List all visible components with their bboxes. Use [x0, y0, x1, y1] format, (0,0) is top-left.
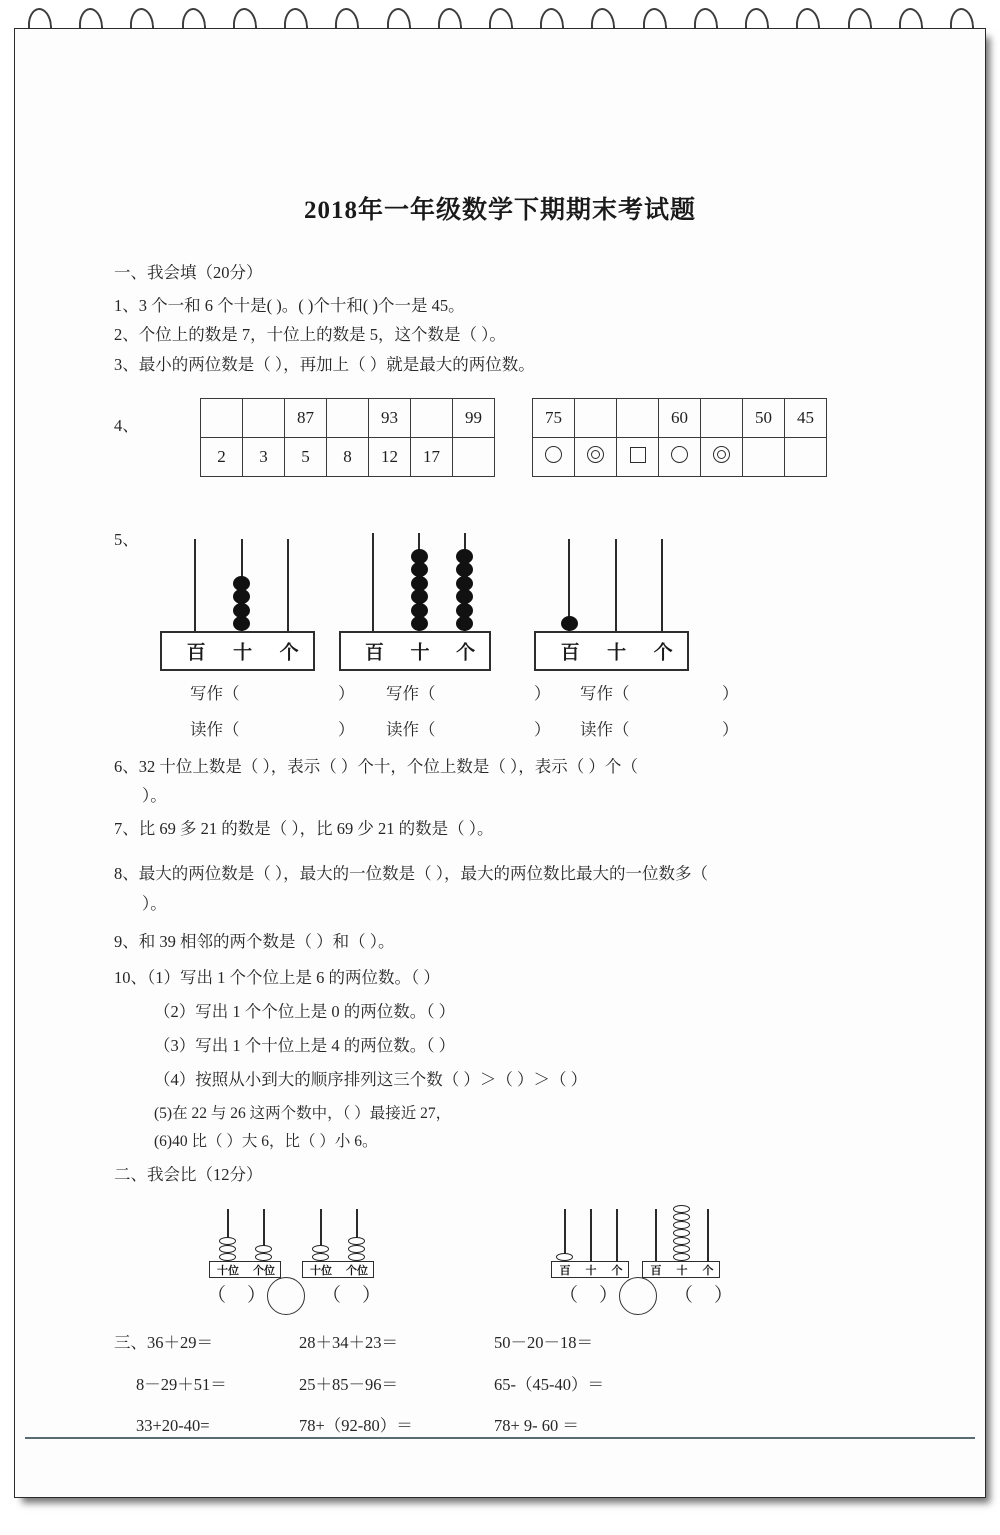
abacus-bead [233, 576, 250, 591]
abacus-bead [233, 603, 250, 618]
arithmetic-expression: 33+20-40= [136, 1416, 210, 1435]
arithmetic-expression: 78+ 9- 60 ＝ [494, 1416, 579, 1435]
square-icon [630, 447, 646, 463]
abacus-bead [312, 1245, 329, 1253]
question-6: 6、32 十位上数是（ ），表示（ ）个十，个位上数是（ ），表示（ ）个（ [114, 757, 638, 776]
right-compare-paren-left-close: ） [599, 1285, 619, 1306]
write-as-label: 写作（ [580, 684, 630, 703]
abacus-place-label: 个位 [346, 1264, 368, 1277]
comparison-abacus [209, 1209, 281, 1278]
read-as-label: 读作（ [386, 720, 436, 739]
abacus-base [551, 1261, 629, 1278]
table-row [533, 399, 827, 438]
question-2: 2、个位上的数是 7，十位上的数是 5，这个数是（ ）。 [114, 325, 506, 344]
read-as-label: 读作（ [580, 720, 630, 739]
abacus-base [642, 1261, 720, 1278]
circle-icon [545, 446, 562, 463]
table-cell [701, 438, 743, 477]
table-cell [533, 438, 575, 477]
table-cell: 3 [243, 438, 285, 477]
abacus-place-label: 个位 [253, 1264, 275, 1277]
write-as-blank-close: ） [722, 684, 739, 703]
abacus-bead [411, 549, 428, 564]
write-as-label: 写作（ [190, 684, 240, 703]
double-circle-icon [713, 446, 730, 463]
abacus-place-label: 百 [559, 1264, 571, 1277]
table-cell [743, 438, 785, 477]
abacus-bead [411, 589, 428, 604]
abacus-base [160, 631, 315, 671]
table-cell [327, 399, 369, 438]
abacus-bead [556, 1253, 573, 1261]
table-cell [659, 438, 701, 477]
abacus-base [339, 631, 491, 671]
table-cell: 87 [285, 399, 327, 438]
section-two-heading: 二、我会比（12分） [114, 1165, 263, 1184]
abacus-bead [673, 1229, 690, 1237]
abacus-bead [456, 589, 473, 604]
abacus-place-label: 十 [585, 1264, 597, 1277]
table-cell: 2 [201, 438, 243, 477]
abacus [160, 533, 315, 671]
arithmetic-expression: 28＋34＋23＝ [299, 1333, 398, 1352]
table-row [201, 399, 495, 438]
abacus-bead [673, 1205, 690, 1213]
abacus-bead [312, 1253, 329, 1261]
table-cell: 93 [369, 399, 411, 438]
abacus-bead [411, 562, 428, 577]
footer-rule [25, 1437, 975, 1439]
table-cell [575, 438, 617, 477]
right-compare-paren-right-close: ） [714, 1285, 734, 1306]
write-as-label: 写作（ [386, 684, 436, 703]
abacus-rod [287, 539, 289, 631]
comparison-circle [619, 1277, 657, 1315]
question-10-6: (6)40 比（ ）大 6，比（ ）小 6。 [154, 1133, 378, 1150]
abacus-rods [160, 533, 315, 631]
table-cell [201, 399, 243, 438]
abacus-rod [661, 539, 663, 631]
read-as-label: 读作（ [190, 720, 240, 739]
table-cell: 50 [743, 399, 785, 438]
abacus-bead [456, 576, 473, 591]
abacus-bead [411, 576, 428, 591]
abacus-place-label: 百 [186, 642, 206, 664]
abacus-bead [673, 1213, 690, 1221]
question-8-cont: ）。 [142, 894, 167, 913]
abacus-place-label: 十 [233, 642, 253, 664]
abacus-bead [219, 1237, 236, 1245]
arithmetic-expression: 65-（45-40）＝ [494, 1375, 604, 1394]
abacus [339, 533, 491, 671]
abacus-base [209, 1261, 281, 1278]
comparison-abacus [642, 1209, 720, 1278]
abacus-bead [348, 1237, 365, 1245]
question-10-1: 10、（1）写出 1 个个位上是 6 的两位数。（ ） [114, 968, 440, 987]
abacus-place-label: 个 [456, 642, 476, 664]
abacus-place-label: 百 [364, 642, 384, 664]
table-cell: 12 [369, 438, 411, 477]
left-compare-paren-right-open: （ [322, 1285, 342, 1306]
comparison-abacus [551, 1209, 629, 1278]
table-cell [785, 438, 827, 477]
table-cell: 60 [659, 399, 701, 438]
abacus [534, 533, 689, 671]
abacus-bead [673, 1245, 690, 1253]
arithmetic-expression: 78+（92-80）＝ [299, 1416, 413, 1435]
arithmetic-expression: 8－29＋51＝ [136, 1375, 227, 1394]
abacus-bead [219, 1245, 236, 1253]
abacus-rods [302, 1209, 374, 1261]
abacus-place-label: 十 [607, 642, 627, 664]
table-cell [243, 399, 285, 438]
section-three-heading: 三、36＋29＝ [114, 1333, 213, 1352]
abacus-base [302, 1261, 374, 1278]
abacus-rod [372, 533, 374, 631]
read-as-blank-close: ） [338, 720, 355, 739]
abacus-rods [534, 533, 689, 631]
abacus-rods [209, 1209, 281, 1261]
question-10-4: （4）按照从小到大的顺序排列这三个数（ ）＞（ ）＞（ ） [154, 1070, 588, 1089]
table-cell: 5 [285, 438, 327, 477]
abacus-rod [707, 1209, 709, 1261]
question-10-2: （2）写出 1 个个位上是 0 的两位数。（ ） [154, 1002, 456, 1021]
table-cell: 75 [533, 399, 575, 438]
abacus-bead [456, 603, 473, 618]
abacus-place-label: 十 [676, 1264, 688, 1277]
read-as-blank-close: ） [534, 720, 551, 739]
abacus-bead [219, 1253, 236, 1261]
table-cell: 45 [785, 399, 827, 438]
abacus-place-label: 个 [279, 642, 299, 664]
table-cell [617, 438, 659, 477]
table-cell [411, 399, 453, 438]
question-10-5: (5)在 22 与 26 这两个数中，（ ）最接近 27， [154, 1105, 452, 1122]
abacus-place-label: 百 [650, 1264, 662, 1277]
abacus-place-label: 百 [560, 642, 580, 664]
question-3: 3、最小的两位数是（ ），再加上（ ）就是最大的两位数。 [114, 355, 535, 374]
table-cell [701, 399, 743, 438]
abacus-place-label: 个 [653, 642, 673, 664]
table-row [201, 438, 495, 477]
double-circle-icon [587, 446, 604, 463]
table-cell: 99 [453, 399, 495, 438]
question-7: 7、比 69 多 21 的数是（ ），比 69 少 21 的数是（ ）。 [114, 819, 494, 838]
abacus-bead [561, 616, 578, 631]
page-title: 2018年一年级数学下期期末考试题 [303, 197, 696, 224]
read-as-blank-close: ） [722, 720, 739, 739]
abacus-rod [590, 1209, 592, 1261]
comparison-abacus [302, 1209, 374, 1278]
abacus-bead [456, 562, 473, 577]
abacus-rods [642, 1209, 720, 1261]
number-sequence-table-b [532, 398, 827, 477]
abacus-place-label: 十位 [217, 1264, 239, 1277]
arithmetic-expression: 25＋85－96＝ [299, 1375, 398, 1394]
abacus-place-label: 个 [611, 1264, 623, 1277]
table-cell: 17 [411, 438, 453, 477]
abacus-base [534, 631, 689, 671]
abacus-rod [616, 1209, 618, 1261]
abacus-place-label: 十 [410, 642, 430, 664]
abacus-bead [255, 1253, 272, 1261]
abacus-bead [233, 616, 250, 631]
question-1: 1、3 个一和 6 个十是( )。( )个十和( )个一是 45。 [114, 296, 465, 315]
abacus-bead [673, 1221, 690, 1229]
comparison-circle [267, 1277, 305, 1315]
table-row [533, 438, 827, 477]
abacus-bead [255, 1245, 272, 1253]
question-6-cont: ）。 [142, 786, 167, 805]
abacus-rods [551, 1209, 629, 1261]
abacus-bead [673, 1237, 690, 1245]
abacus-bead [673, 1253, 690, 1261]
question-10-3: （3）写出 1 个十位上是 4 的两位数。（ ） [154, 1036, 456, 1055]
number-sequence-table-a [200, 398, 495, 477]
abacus-place-label: 十位 [310, 1264, 332, 1277]
table-cell: 8 [327, 438, 369, 477]
abacus-bead [233, 589, 250, 604]
table-cell [575, 399, 617, 438]
table-cell [453, 438, 495, 477]
write-as-blank-close: ） [338, 684, 355, 703]
abacus-bead [456, 549, 473, 564]
abacus-rod [655, 1209, 657, 1261]
circle-icon [671, 446, 688, 463]
abacus-rod [615, 539, 617, 631]
right-compare-paren-left-open: （ [559, 1285, 579, 1306]
abacus-rod [194, 539, 196, 631]
table-cell [617, 399, 659, 438]
left-compare-paren-left-open: （ [207, 1285, 227, 1306]
section-one-heading: 一、我会填（20分） [114, 263, 263, 282]
question-8: 8、最大的两位数是（ ），最大的一位数是（ ），最大的两位数比最大的一位数多（ [114, 864, 708, 883]
abacus-rods [339, 533, 491, 631]
arithmetic-expression: 50－20－18＝ [494, 1333, 593, 1352]
question-5-label: 5、 [114, 530, 139, 549]
question-9: 9、和 39 相邻的两个数是（ ）和（ ）。 [114, 932, 395, 951]
question-4-label: 4、 [114, 416, 139, 435]
write-as-blank-close: ） [534, 684, 551, 703]
right-compare-paren-right-open: （ [674, 1285, 694, 1306]
left-compare-paren-left-close: ） [247, 1285, 267, 1306]
abacus-bead [411, 603, 428, 618]
abacus-bead [456, 616, 473, 631]
left-compare-paren-right-close: ） [362, 1285, 382, 1306]
abacus-place-label: 个 [702, 1264, 714, 1277]
abacus-bead [348, 1245, 365, 1253]
abacus-bead [411, 616, 428, 631]
abacus-bead [348, 1253, 365, 1261]
